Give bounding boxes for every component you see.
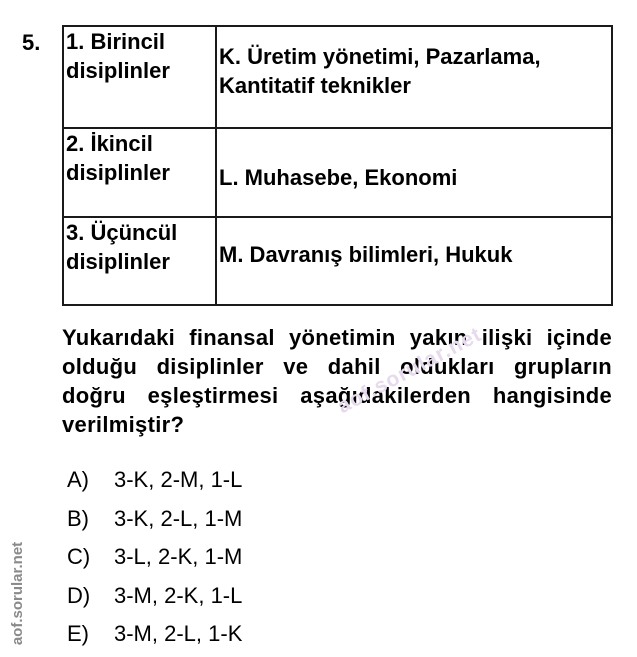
watermark-diagonal: aof.sorular.net [333, 322, 486, 419]
option-letter: A) [67, 467, 89, 492]
discipline-group-cell [63, 128, 216, 217]
question-stem: Yukarıdaki finansal yönetimin yakın ilişki içinde olduğu disiplinler ve dahil oldukları grupların doğru eşleştirmesi aşağıdakilerden hangisinde verilmiştir? [62, 325, 612, 437]
option-b[interactable] [67, 500, 242, 539]
option-letter: C) [67, 544, 91, 569]
option-text: 3-K, 2-L, 1-M [114, 505, 243, 531]
discipline-list-cell [216, 128, 612, 217]
group-label: disiplinler [66, 58, 170, 83]
discipline-text: Kantitatif teknikler [219, 73, 411, 98]
group-label: disiplinler [66, 249, 170, 274]
group-label: disiplinler [66, 160, 170, 185]
option-text: 3-L, 2-K, 1-M [114, 544, 243, 569]
discipline-text: M. Davranış bilimleri, Hukuk [219, 241, 513, 267]
discipline-text: L. Muhasebe, Ekonomi [219, 165, 458, 190]
group-label: 2. İkincil [66, 131, 153, 156]
option-letter: D) [67, 582, 91, 608]
group-label: 1. Birincil [66, 29, 166, 54]
option-text: 3-K, 2-M, 1-L [114, 467, 243, 492]
table-row [63, 128, 612, 217]
discipline-group-cell [63, 217, 216, 305]
option-text: 3-M, 2-L, 1-K [114, 621, 243, 646]
table-row [63, 26, 612, 128]
table-row [63, 217, 612, 305]
watermark-side: aof.sorular.net [9, 541, 27, 646]
option-text: 3-M, 2-K, 1-L [114, 582, 243, 608]
discipline-text: K. Üretim yönetimi, Pazarlama, [219, 44, 541, 69]
matching-table [62, 25, 613, 306]
option-letter: B) [67, 505, 89, 531]
option-c[interactable] [67, 538, 242, 577]
option-a[interactable] [67, 461, 242, 500]
discipline-list-cell [216, 26, 612, 128]
option-e[interactable] [67, 615, 242, 654]
discipline-list-cell [216, 217, 612, 305]
option-letter: E) [67, 621, 89, 646]
option-d[interactable] [67, 577, 242, 616]
answer-options [67, 461, 242, 654]
discipline-group-cell [63, 26, 216, 128]
question-number: 5. [22, 30, 41, 55]
group-label: 3. Üçüncül [66, 220, 178, 245]
